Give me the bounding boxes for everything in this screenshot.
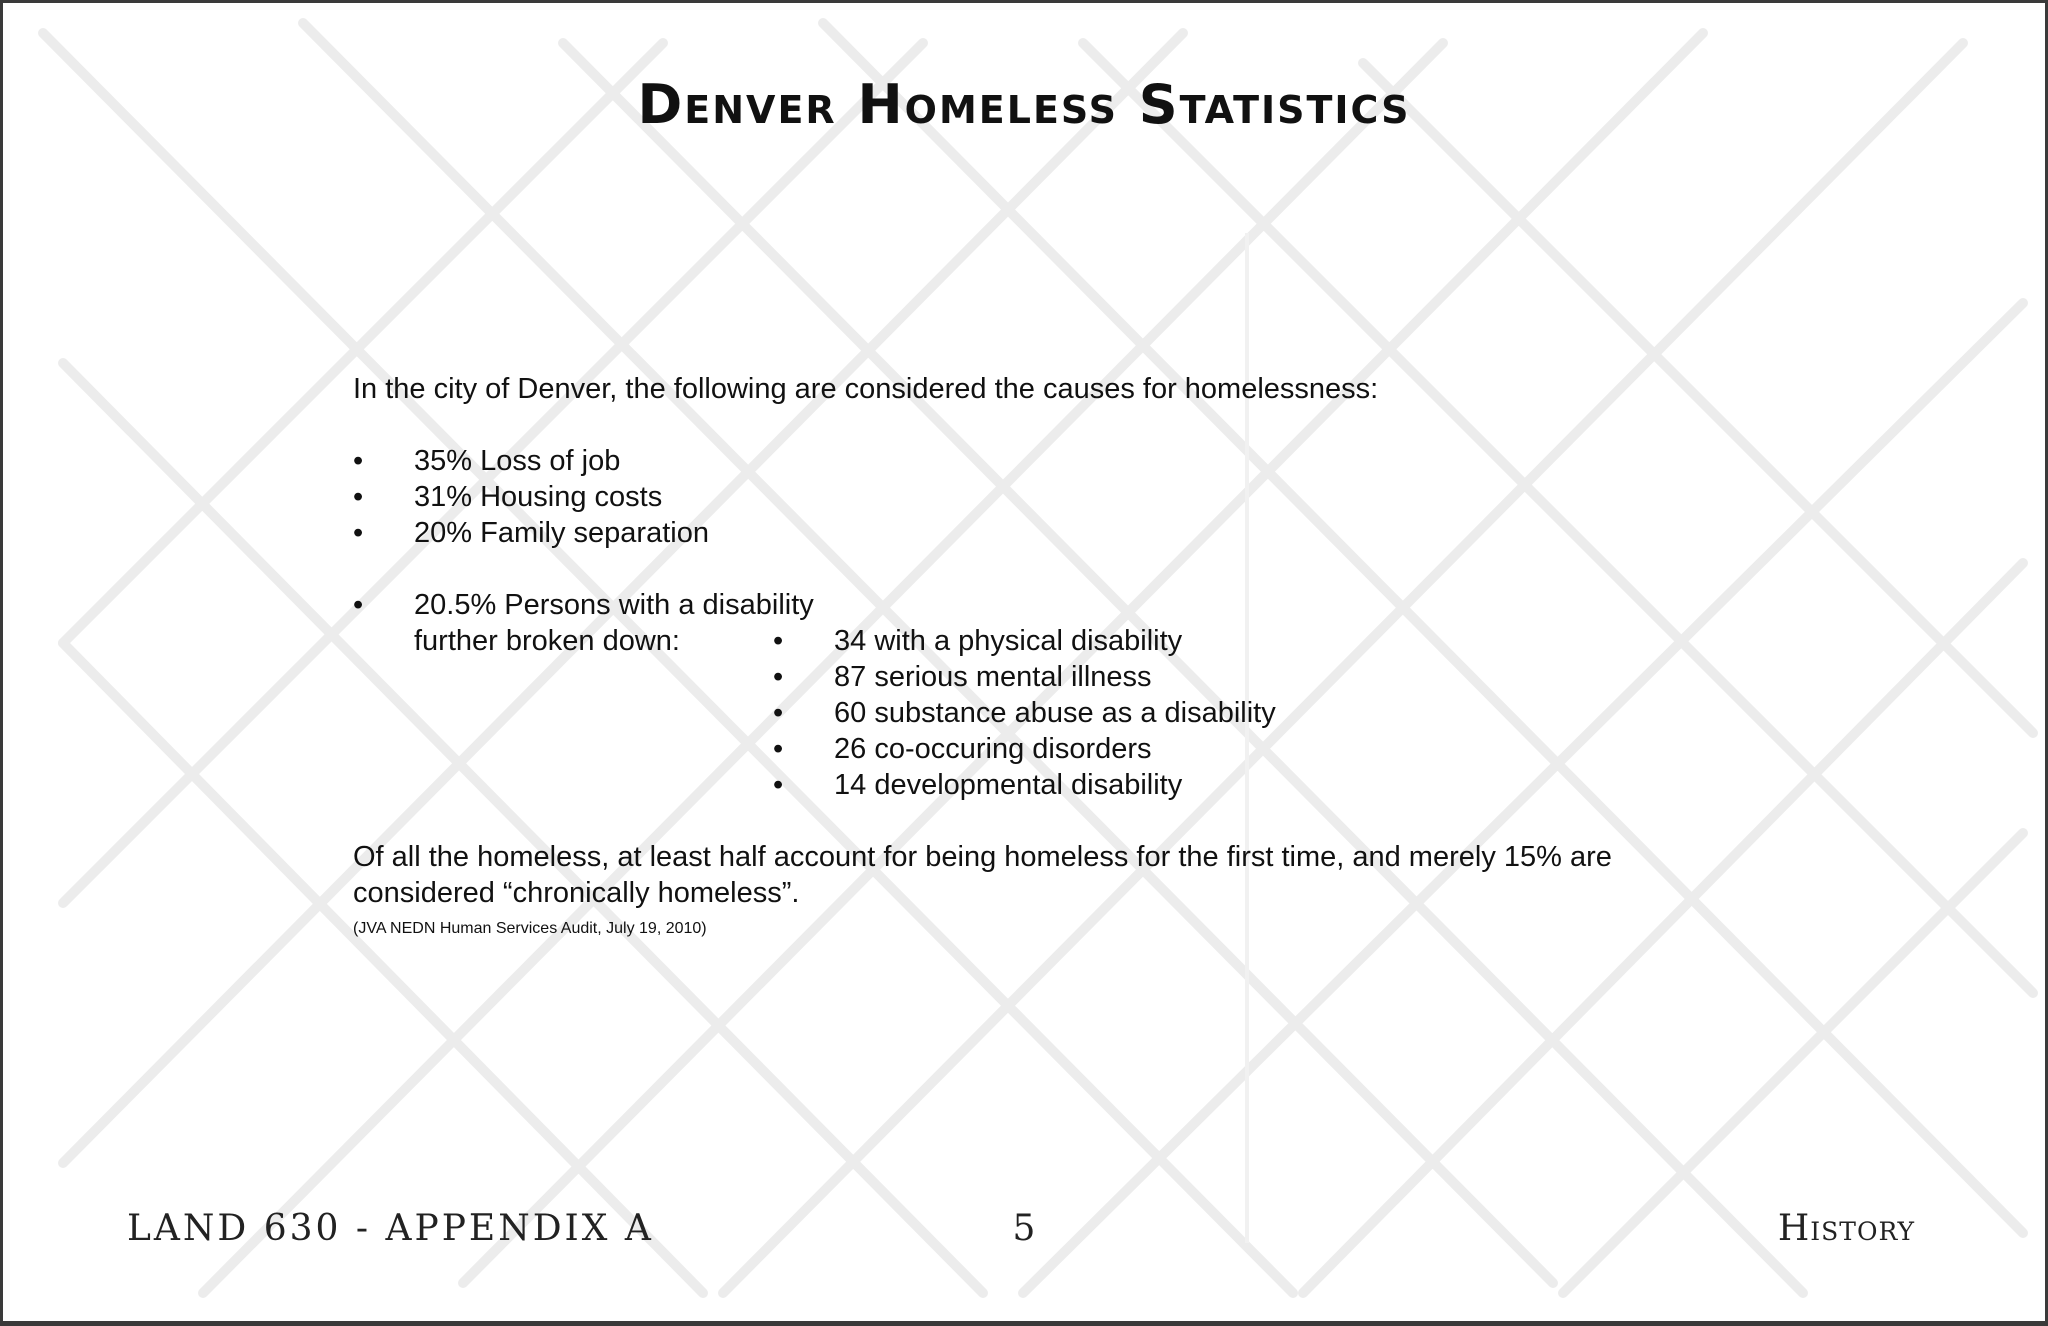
bullet-icon: • bbox=[773, 697, 784, 729]
bullet-icon: • bbox=[353, 517, 364, 549]
bullet-icon: • bbox=[773, 661, 784, 693]
disability-list bbox=[353, 587, 1753, 623]
bullet-icon: • bbox=[773, 625, 784, 657]
list-item-text: 20% Family separation bbox=[414, 517, 709, 549]
list-item-text: 87 serious mental illness bbox=[834, 661, 1152, 693]
disability-headline: 20.5% Persons with a disability bbox=[414, 589, 814, 621]
bullet-icon: • bbox=[773, 733, 784, 765]
list-item bbox=[773, 623, 1276, 659]
intro-text: In the city of Denver, the following are considered the causes for homelessness: bbox=[353, 373, 1379, 405]
page-title: Denver Homeless Statistics bbox=[637, 73, 1411, 136]
causes-list bbox=[353, 443, 1753, 551]
list-item bbox=[353, 587, 1753, 623]
bullet-icon: • bbox=[353, 445, 364, 477]
list-item-text: 26 co-occuring disorders bbox=[834, 733, 1152, 765]
disability-breakdown bbox=[353, 623, 1753, 801]
list-item bbox=[773, 731, 1276, 767]
disability-breakdown-list bbox=[773, 623, 1276, 803]
breakdown-label: further broken down: bbox=[414, 625, 680, 657]
footer-section-label: History bbox=[1777, 1208, 1915, 1249]
page-number: 5 bbox=[1012, 1208, 1036, 1249]
footer-course-label: LAND 630 - APPENDIX A bbox=[127, 1208, 654, 1249]
list-item-text: 35% Loss of job bbox=[414, 445, 621, 477]
list-item-text: 14 developmental disability bbox=[834, 769, 1183, 801]
list-item bbox=[773, 767, 1276, 803]
list-item-text: 34 with a physical disability bbox=[834, 625, 1183, 657]
list-item bbox=[353, 479, 1753, 515]
bullet-icon: • bbox=[353, 481, 364, 513]
list-item bbox=[773, 659, 1276, 695]
list-item bbox=[353, 443, 1753, 479]
list-item-text: 31% Housing costs bbox=[414, 481, 663, 513]
list-item bbox=[773, 695, 1276, 731]
citation-text: (JVA NEDN Human Services Audit, July 19, 2010) bbox=[353, 920, 707, 937]
summary-text: Of all the homeless, at least half account for being homeless for the first time, and merely 15% are considered “chronically homeless”. bbox=[353, 841, 1612, 909]
slide-body bbox=[353, 371, 1753, 937]
list-item-text: 60 substance abuse as a disability bbox=[834, 697, 1276, 729]
document-page bbox=[3, 3, 2045, 1321]
bullet-icon: • bbox=[773, 769, 784, 801]
bullet-icon: • bbox=[353, 589, 364, 621]
list-item bbox=[353, 515, 1753, 551]
